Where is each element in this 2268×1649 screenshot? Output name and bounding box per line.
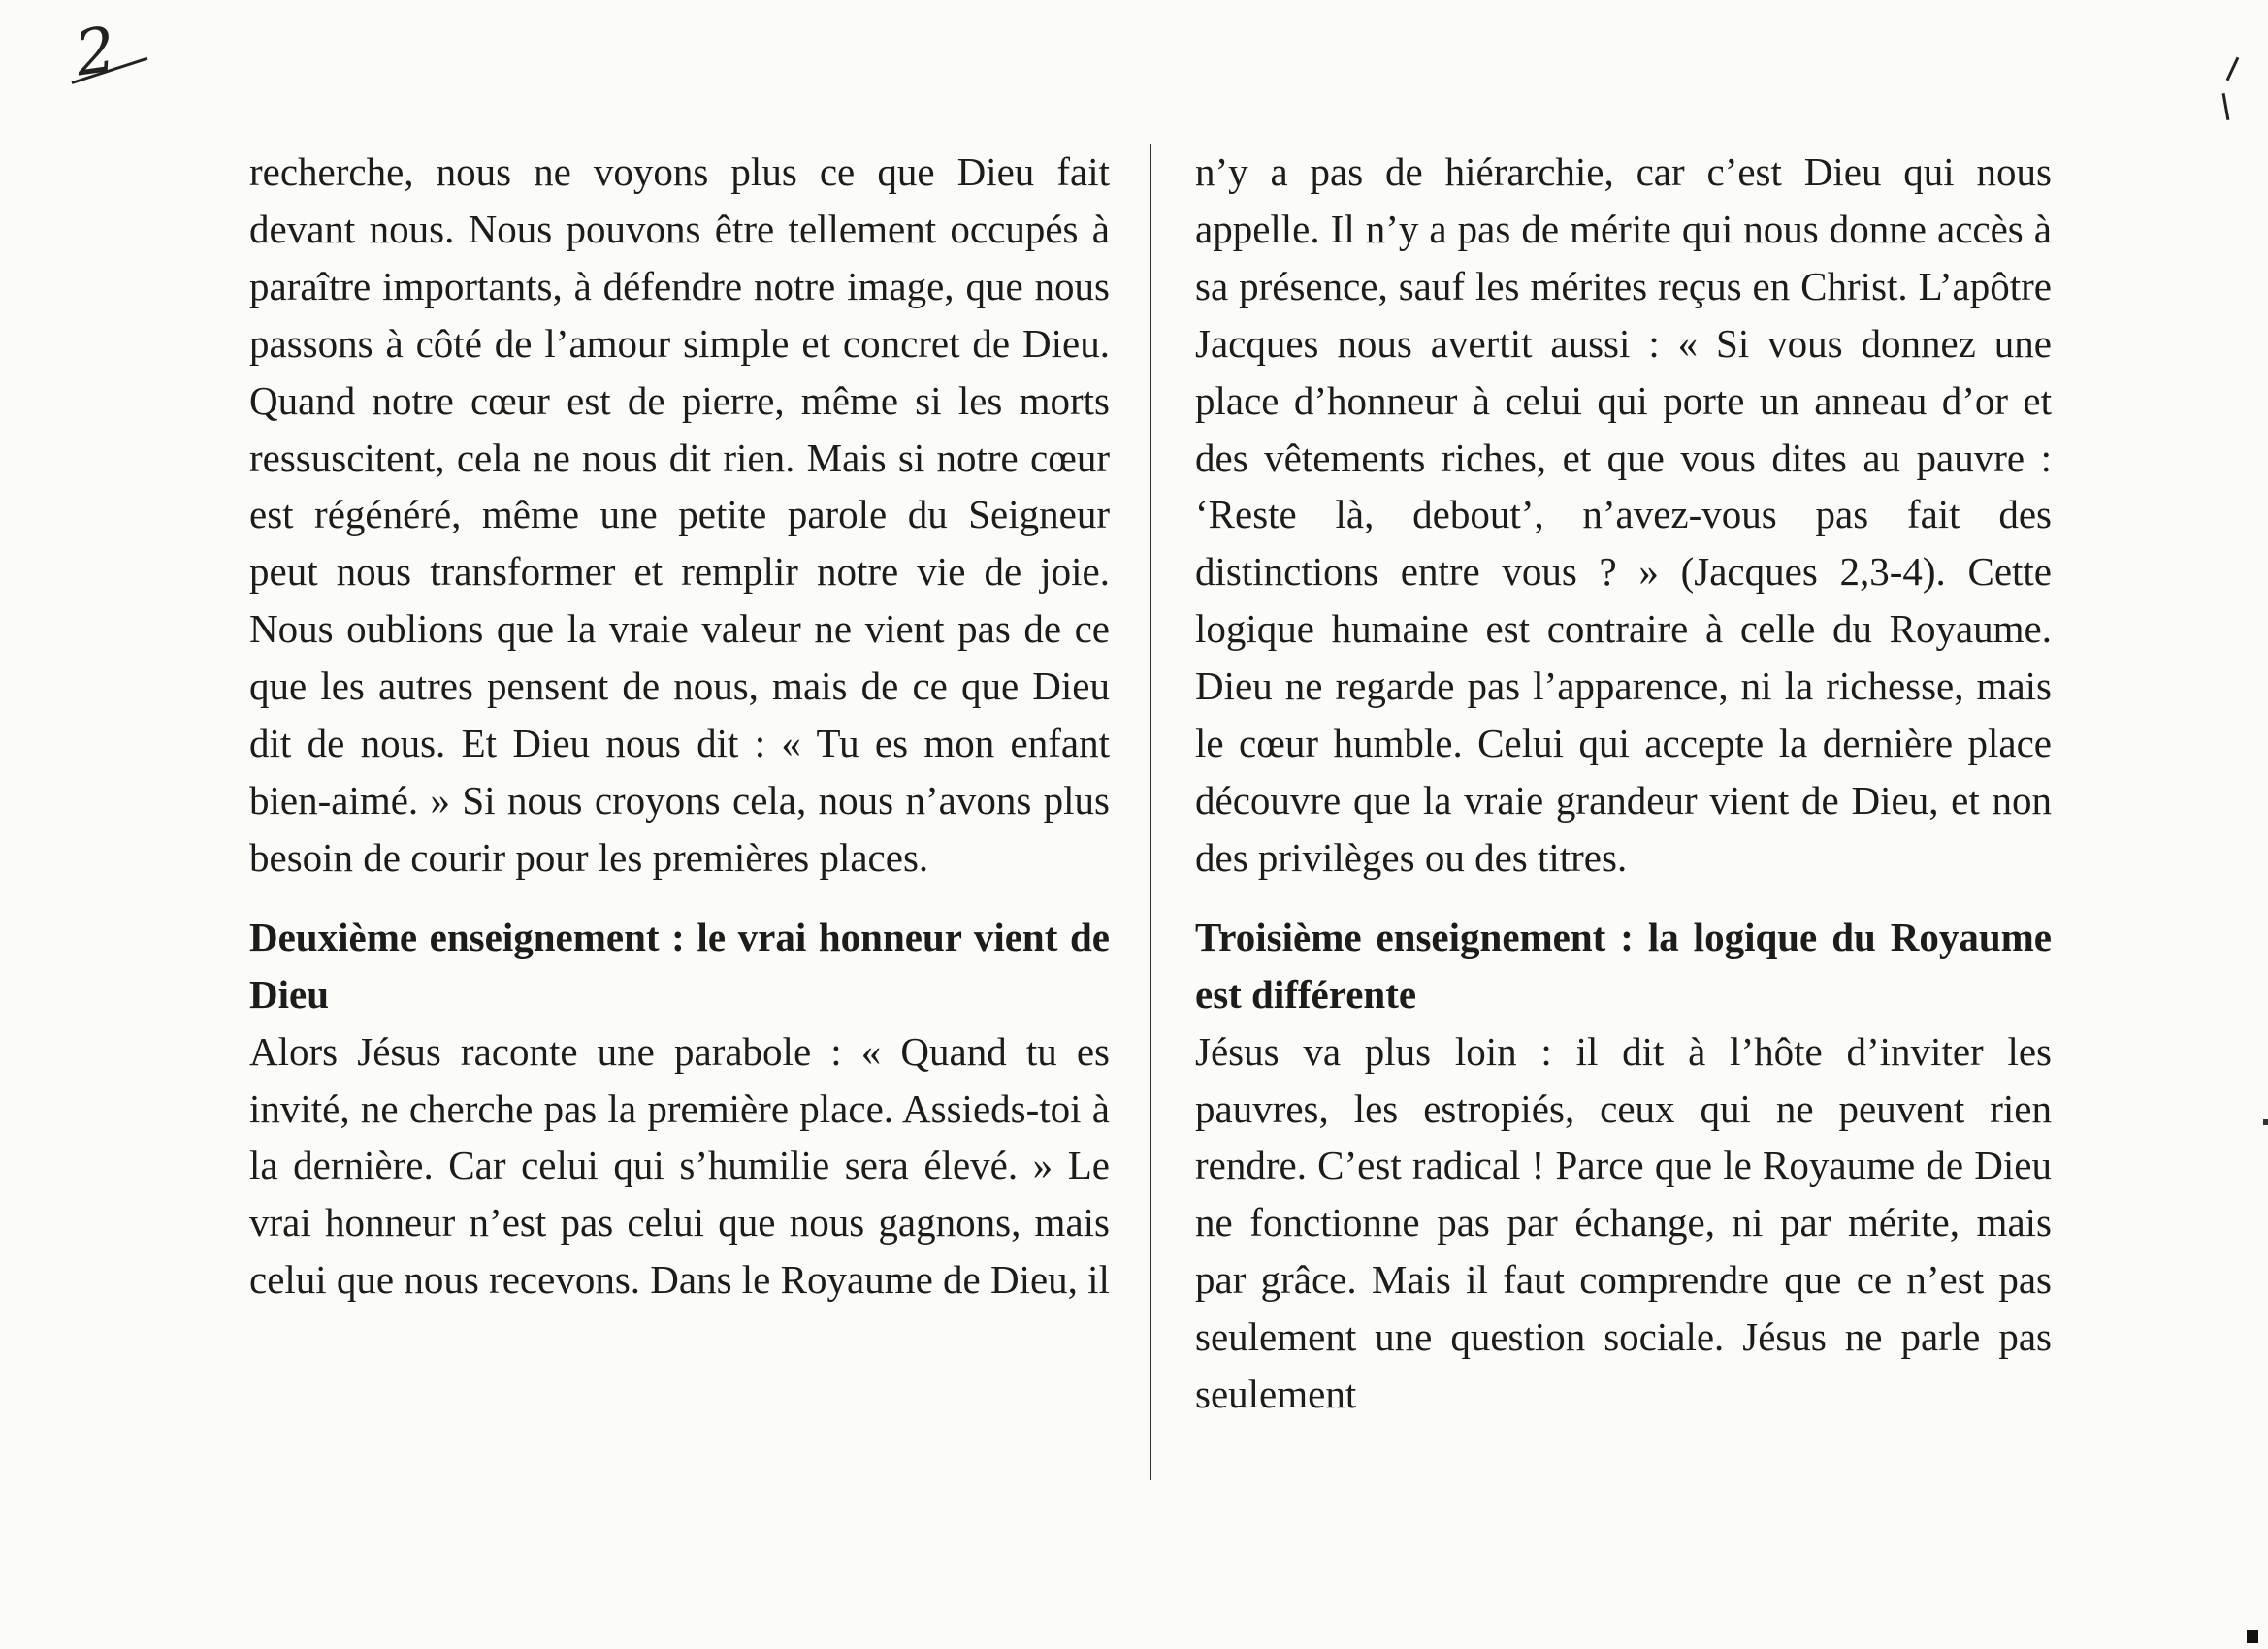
scan-mark xyxy=(2263,1119,2268,1125)
scan-mark xyxy=(2226,57,2240,81)
left-paragraph-1: recherche, nous ne voyons plus ce que Dieu fait devant nous. Nous pouvons être tellement occupés à paraître importants, à défendre notre image, que nous passons à côté de l’amour simple et concret de Dieu. Quand notre cœur est de pierre, même si les morts ressuscitent, cela ne nous dit rien. Mais si notre cœur est régénéré, même une petite parole du Seigneur peut nous transformer et remplir notre vie de joie. Nous oublions que la vraie valeur ne vient pas de ce que les autres pensent de nous, mais de ce que Dieu dit de nous. Et Dieu nous dit : « Tu es mon enfant bien-aimé. » Si nous croyons cela, nous n’avons plus besoin de courir pour les premières places. xyxy=(249,149,1110,880)
scan-mark xyxy=(2222,93,2230,120)
scan-mark xyxy=(2247,1630,2258,1643)
column-divider xyxy=(1150,144,1151,1480)
section-heading-troisieme: Troisième enseignement : la logique du Royaume est différente xyxy=(1195,914,2052,1017)
handwritten-page-number: 2 xyxy=(71,14,120,91)
right-column xyxy=(1195,144,2052,1423)
right-paragraph-2: Jésus va plus loin : il dit à l’hôte d’inviter les pauvres, les estropiés, ceux qui ne peuvent rien rendre. C’est radical ! Parce que le Royaume de Dieu ne fonctionne pas par échange, ni par mérite, mais par grâce. Mais il faut comprendre que ce n’est pas seulement une question sociale. Jésus ne parle pas seulement xyxy=(1195,1028,2052,1417)
left-column xyxy=(249,144,1110,1309)
left-paragraph-2: Alors Jésus raconte une parabole : « Quand tu es invité, ne cherche pas la première place. Assieds-toi à la dernière. Car celui qui s’humilie sera élevé. » Le vrai honneur n’est pas celui que nous gagnons, mais celui que nous recevons. Dans le Royaume de Dieu, il xyxy=(249,1028,1110,1303)
section-heading-deuxieme: Deuxième enseignement : le vrai honneur vient de Dieu xyxy=(249,914,1110,1017)
right-paragraph-1: n’y a pas de hiérarchie, car c’est Dieu qui nous appelle. Il n’y a pas de mérite qui nous donne accès à sa présence, sauf les mérites reçus en Christ. L’apôtre Jacques nous avertit aussi : « Si vous donnez une place d’honneur à celui qui porte un anneau d’or et des vêtements riches, et que vous dites au pauvre : ‘Reste là, debout’, n’avez-vous pas fait des distinctions entre vous ? » (Jacques 2,3-4). Cette logique humaine est contraire à celle du Royaume. Dieu ne regarde pas l’apparence, ni la richesse, mais le cœur humble. Celui qui accepte la dernière place découvre que la vraie grandeur vient de Dieu, et non des privilèges ou des titres. xyxy=(1195,149,2052,880)
